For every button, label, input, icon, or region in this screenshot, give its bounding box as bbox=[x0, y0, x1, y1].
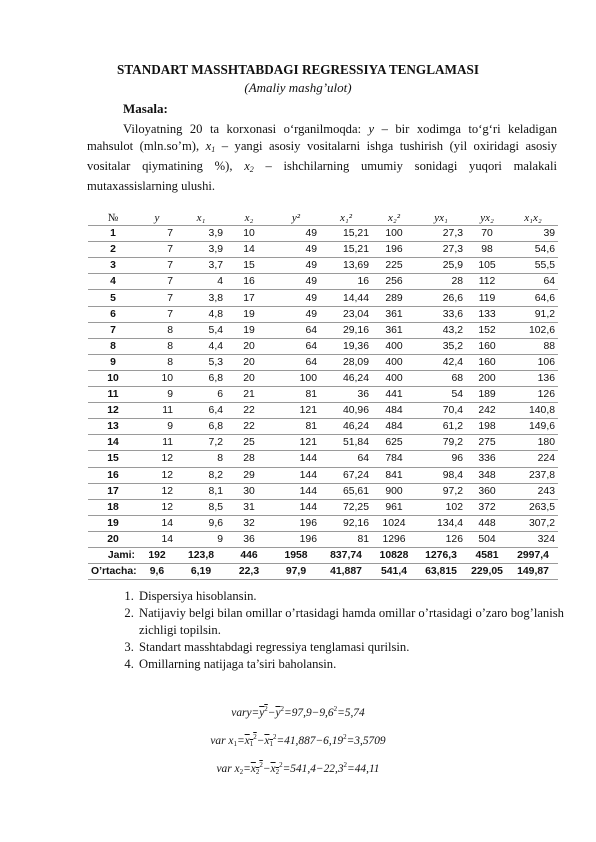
table-cell: 28 bbox=[226, 451, 272, 467]
table-row bbox=[88, 451, 558, 467]
table-cell: 196 bbox=[372, 242, 416, 258]
table-cell: 54 bbox=[416, 387, 466, 403]
table-cell: 12 bbox=[138, 483, 176, 499]
table-cell: 8,2 bbox=[176, 467, 226, 483]
summary-cell: 4581 bbox=[466, 547, 508, 563]
column-header: x₁ bbox=[196, 211, 206, 224]
table-row bbox=[88, 226, 558, 242]
table-cell: 9 bbox=[138, 387, 176, 403]
table-cell: 4 bbox=[176, 274, 226, 290]
table-cell: 19 bbox=[226, 322, 272, 338]
table-cell: 97,2 bbox=[416, 483, 466, 499]
table-cell: 49 bbox=[272, 274, 320, 290]
table-cell: 126 bbox=[508, 387, 558, 403]
table-cell: 198 bbox=[466, 419, 508, 435]
table-cell: 55,5 bbox=[508, 258, 558, 274]
table-cell: 15 bbox=[226, 258, 272, 274]
table-cell: 6,4 bbox=[176, 403, 226, 419]
table-cell: 400 bbox=[372, 370, 416, 386]
table-cell: 61,2 bbox=[416, 419, 466, 435]
table-cell: 49 bbox=[272, 226, 320, 242]
table-cell: 79,2 bbox=[416, 435, 466, 451]
table-cell: 336 bbox=[466, 451, 508, 467]
table-cell: 23,04 bbox=[320, 306, 372, 322]
table-row bbox=[88, 403, 558, 419]
row-number: 5 bbox=[88, 290, 138, 306]
table-cell: 372 bbox=[466, 499, 508, 515]
row-number: 11 bbox=[88, 387, 138, 403]
table-row bbox=[88, 290, 558, 306]
table-cell: 25 bbox=[226, 435, 272, 451]
table-cell: 360 bbox=[466, 483, 508, 499]
table-row bbox=[88, 387, 558, 403]
table-cell: 237,8 bbox=[508, 467, 558, 483]
column-header: yx₁ bbox=[434, 211, 448, 224]
row-number: 16 bbox=[88, 467, 138, 483]
summary-cell: 149,87 bbox=[508, 564, 558, 580]
table-cell: 5,4 bbox=[176, 322, 226, 338]
table-cell: 12 bbox=[138, 499, 176, 515]
table-header-row bbox=[88, 210, 558, 226]
table-cell: 8 bbox=[138, 354, 176, 370]
table-cell: 196 bbox=[272, 515, 320, 531]
column-header: yx₂ bbox=[480, 211, 494, 224]
table-cell: 441 bbox=[372, 387, 416, 403]
summary-cell: 10828 bbox=[372, 547, 416, 563]
table-cell: 21 bbox=[226, 387, 272, 403]
table-cell: 13,69 bbox=[320, 258, 372, 274]
table-cell: 400 bbox=[372, 338, 416, 354]
table-cell: 784 bbox=[372, 451, 416, 467]
table-cell: 11 bbox=[138, 403, 176, 419]
table-cell: 144 bbox=[272, 451, 320, 467]
variable-y: y bbox=[368, 122, 375, 136]
table-cell: 22 bbox=[226, 419, 272, 435]
table-cell: 243 bbox=[508, 483, 558, 499]
table-cell: 28 bbox=[416, 274, 466, 290]
table-row bbox=[88, 515, 558, 531]
table-cell: 10 bbox=[138, 370, 176, 386]
table-cell: 1024 bbox=[372, 515, 416, 531]
table-cell: 136 bbox=[508, 370, 558, 386]
table-cell: 100 bbox=[272, 370, 320, 386]
table-cell: 144 bbox=[272, 499, 320, 515]
table-cell: 1296 bbox=[372, 531, 416, 547]
summary-cell: 123,8 bbox=[176, 547, 226, 563]
table-cell: 275 bbox=[466, 435, 508, 451]
table-cell: 189 bbox=[466, 387, 508, 403]
table-row bbox=[88, 435, 558, 451]
table-cell: 27,3 bbox=[416, 242, 466, 258]
table-cell: 40,96 bbox=[320, 403, 372, 419]
table-cell: 361 bbox=[372, 306, 416, 322]
table-cell: 106 bbox=[508, 354, 558, 370]
statement-part: – ishchilarning umumiy sonidagi yuqori malakali mutaxassislarning ulushi. bbox=[87, 159, 557, 193]
table-cell: 900 bbox=[372, 483, 416, 499]
row-number: 15 bbox=[88, 451, 138, 467]
table-cell: 6,8 bbox=[176, 370, 226, 386]
table-cell: 7 bbox=[138, 306, 176, 322]
table-cell: 46,24 bbox=[320, 419, 372, 435]
table-cell: 8,5 bbox=[176, 499, 226, 515]
summary-cell: 22,3 bbox=[226, 564, 272, 580]
table-cell: 7 bbox=[138, 258, 176, 274]
variable-x2: $x_2$ bbox=[244, 159, 254, 174]
table-cell: 20 bbox=[226, 338, 272, 354]
table-cell: 46,24 bbox=[320, 370, 372, 386]
table-cell: 448 bbox=[466, 515, 508, 531]
column-header: x₂² bbox=[387, 211, 400, 224]
summary-cell: 2997,4 bbox=[508, 547, 558, 563]
row-number: 10 bbox=[88, 370, 138, 386]
task-item: 1. Dispersiya hisoblansin. bbox=[137, 588, 577, 605]
column-header: y² bbox=[291, 211, 301, 224]
table-row bbox=[88, 467, 558, 483]
table-cell: 33,6 bbox=[416, 306, 466, 322]
table-cell: 242 bbox=[466, 403, 508, 419]
table-cell: 9 bbox=[138, 419, 176, 435]
summary-label: O’rtacha: bbox=[88, 564, 138, 580]
table-cell: 29,16 bbox=[320, 322, 372, 338]
table-cell: 102 bbox=[416, 499, 466, 515]
table-cell: 160 bbox=[466, 338, 508, 354]
table-cell: 7 bbox=[138, 274, 176, 290]
table-cell: 25,9 bbox=[416, 258, 466, 274]
row-number: 7 bbox=[88, 322, 138, 338]
table-cell: 112 bbox=[466, 274, 508, 290]
row-number: 20 bbox=[88, 531, 138, 547]
table-cell: 133 bbox=[466, 306, 508, 322]
table-cell: 134,4 bbox=[416, 515, 466, 531]
table-cell: 12 bbox=[138, 451, 176, 467]
table-cell: 96 bbox=[416, 451, 466, 467]
table-cell: 98,4 bbox=[416, 467, 466, 483]
table-cell: 67,24 bbox=[320, 467, 372, 483]
table-row bbox=[88, 306, 558, 322]
table-row bbox=[88, 419, 558, 435]
row-number: 6 bbox=[88, 306, 138, 322]
row-number: 19 bbox=[88, 515, 138, 531]
table-cell: 14,44 bbox=[320, 290, 372, 306]
table-cell: 36 bbox=[226, 531, 272, 547]
column-header: № bbox=[107, 211, 119, 224]
table-cell: 180 bbox=[508, 435, 558, 451]
table-cell: 625 bbox=[372, 435, 416, 451]
document-title: STANDART MASSHTABDAGI REGRESSIYA TENGLAMASI bbox=[117, 62, 479, 77]
table-cell: 263,5 bbox=[508, 499, 558, 515]
table-cell: 484 bbox=[372, 419, 416, 435]
summary-cell: 837,74 bbox=[320, 547, 372, 563]
summary-label: Jami: bbox=[88, 547, 138, 563]
table-cell: 54,6 bbox=[508, 242, 558, 258]
table-cell: 15,21 bbox=[320, 242, 372, 258]
table-cell: 348 bbox=[466, 467, 508, 483]
table-cell: 42,4 bbox=[416, 354, 466, 370]
table-cell: 7 bbox=[138, 242, 176, 258]
table-cell: 9,6 bbox=[176, 515, 226, 531]
task-list bbox=[118, 588, 577, 673]
statement-part: – yangi asosiy vositalarni ishga tushirish (yil oxiridagi asosiy vositalar qiymatining %), bbox=[87, 139, 558, 173]
table-cell: 3,8 bbox=[176, 290, 226, 306]
formula-var-x1: var $x1=x1^2-x1^2=41,887-6,19^2=3,5709$ bbox=[210, 733, 386, 748]
table-cell: 49 bbox=[272, 258, 320, 274]
row-number: 12 bbox=[88, 403, 138, 419]
table-cell: 81 bbox=[320, 531, 372, 547]
table-cell: 36 bbox=[320, 387, 372, 403]
table-cell: 81 bbox=[272, 387, 320, 403]
table-cell: 126 bbox=[416, 531, 466, 547]
table-cell: 121 bbox=[272, 403, 320, 419]
table-cell: 307,2 bbox=[508, 515, 558, 531]
table-row bbox=[88, 370, 558, 386]
table-cell: 19,36 bbox=[320, 338, 372, 354]
data-table bbox=[88, 210, 558, 580]
table-cell: 20 bbox=[226, 354, 272, 370]
table-cell: 200 bbox=[466, 370, 508, 386]
table-row bbox=[88, 531, 558, 547]
table-cell: 14 bbox=[226, 242, 272, 258]
table-cell: 5,3 bbox=[176, 354, 226, 370]
column-header: x₁x₂ bbox=[524, 211, 542, 224]
summary-cell: 97,9 bbox=[272, 564, 320, 580]
table-cell: 119 bbox=[466, 290, 508, 306]
table-cell: 3,9 bbox=[176, 242, 226, 258]
table-cell: 400 bbox=[372, 354, 416, 370]
table-cell: 43,2 bbox=[416, 322, 466, 338]
table-cell: 64 bbox=[508, 274, 558, 290]
table-cell: 8 bbox=[138, 338, 176, 354]
table-cell: 65,61 bbox=[320, 483, 372, 499]
row-number: 14 bbox=[88, 435, 138, 451]
table-cell: 70 bbox=[466, 226, 508, 242]
table-cell: 64 bbox=[272, 338, 320, 354]
problem-statement bbox=[87, 121, 557, 195]
column-header: y bbox=[154, 211, 160, 224]
total-row bbox=[88, 547, 558, 563]
table-cell: 26,6 bbox=[416, 290, 466, 306]
table-cell: 91,2 bbox=[508, 306, 558, 322]
table-cell: 504 bbox=[466, 531, 508, 547]
table-cell: 841 bbox=[372, 467, 416, 483]
column-header: x₁² bbox=[339, 211, 352, 224]
table-cell: 12 bbox=[138, 467, 176, 483]
summary-cell: 1958 bbox=[272, 547, 320, 563]
summary-cell: 63,815 bbox=[416, 564, 466, 580]
table-cell: 144 bbox=[272, 467, 320, 483]
summary-cell: 41,887 bbox=[320, 564, 372, 580]
table-cell: 100 bbox=[372, 226, 416, 242]
table-cell: 32 bbox=[226, 515, 272, 531]
table-cell: 4,8 bbox=[176, 306, 226, 322]
table-cell: 81 bbox=[272, 419, 320, 435]
table-cell: 149,6 bbox=[508, 419, 558, 435]
table-cell: 7,2 bbox=[176, 435, 226, 451]
row-number: 9 bbox=[88, 354, 138, 370]
document-subtitle: (Amaliy mashg’ulot) bbox=[244, 80, 352, 95]
summary-cell: 541,4 bbox=[372, 564, 416, 580]
formula-var-x2: var $x2=x2^2-x2^2=541,4-22,3^2=44,11$ bbox=[216, 761, 380, 776]
table-cell: 35,2 bbox=[416, 338, 466, 354]
row-number: 2 bbox=[88, 242, 138, 258]
problem-label: Masala: bbox=[123, 101, 168, 116]
table-cell: 30 bbox=[226, 483, 272, 499]
table-cell: 6,8 bbox=[176, 419, 226, 435]
table-cell: 14 bbox=[138, 515, 176, 531]
table-cell: 9 bbox=[176, 531, 226, 547]
table-cell: 49 bbox=[272, 242, 320, 258]
summary-cell: 6,19 bbox=[176, 564, 226, 580]
task-item: 4. Omillarning natijaga ta’siri baholansin. bbox=[137, 656, 577, 673]
table-row bbox=[88, 242, 558, 258]
table-cell: 144 bbox=[272, 483, 320, 499]
table-cell: 16 bbox=[226, 274, 272, 290]
table-cell: 51,84 bbox=[320, 435, 372, 451]
table-cell: 17 bbox=[226, 290, 272, 306]
table-cell: 16 bbox=[320, 274, 372, 290]
table-cell: 8 bbox=[176, 451, 226, 467]
formula-var-y: $vary=y^2-\overline{y}^2=97,9-9,6^2=5,74$ bbox=[231, 705, 365, 719]
row-number: 18 bbox=[88, 499, 138, 515]
table-cell: 484 bbox=[372, 403, 416, 419]
summary-cell: 446 bbox=[226, 547, 272, 563]
table-cell: 8,1 bbox=[176, 483, 226, 499]
table-row bbox=[88, 258, 558, 274]
table-row bbox=[88, 499, 558, 515]
table-cell: 64,6 bbox=[508, 290, 558, 306]
row-number: 3 bbox=[88, 258, 138, 274]
table-cell: 88 bbox=[508, 338, 558, 354]
summary-cell: 229,05 bbox=[466, 564, 508, 580]
summary-cell: 1276,3 bbox=[416, 547, 466, 563]
table-cell: 29 bbox=[226, 467, 272, 483]
row-number: 4 bbox=[88, 274, 138, 290]
table-cell: 14 bbox=[138, 531, 176, 547]
table-row bbox=[88, 274, 558, 290]
column-header: x₂ bbox=[244, 211, 254, 224]
row-number: 17 bbox=[88, 483, 138, 499]
table-cell: 224 bbox=[508, 451, 558, 467]
summary-cell: 192 bbox=[138, 547, 176, 563]
table-cell: 102,6 bbox=[508, 322, 558, 338]
table-cell: 4,4 bbox=[176, 338, 226, 354]
table-cell: 7 bbox=[138, 226, 176, 242]
row-number: 8 bbox=[88, 338, 138, 354]
table-cell: 19 bbox=[226, 306, 272, 322]
table-cell: 324 bbox=[508, 531, 558, 547]
table-cell: 64 bbox=[272, 322, 320, 338]
table-cell: 152 bbox=[466, 322, 508, 338]
table-cell: 27,3 bbox=[416, 226, 466, 242]
table-cell: 3,7 bbox=[176, 258, 226, 274]
table-cell: 72,25 bbox=[320, 499, 372, 515]
statement-part: Viloyatning 20 ta korxonasi o‘rganilmoqda: bbox=[123, 122, 369, 136]
table-cell: 6 bbox=[176, 387, 226, 403]
row-number: 1 bbox=[88, 226, 138, 242]
table-cell: 64 bbox=[320, 451, 372, 467]
table-cell: 11 bbox=[138, 435, 176, 451]
table-cell: 289 bbox=[372, 290, 416, 306]
summary-cell: 9,6 bbox=[138, 564, 176, 580]
table-row bbox=[88, 354, 558, 370]
table-cell: 140,8 bbox=[508, 403, 558, 419]
table-cell: 49 bbox=[272, 306, 320, 322]
table-cell: 31 bbox=[226, 499, 272, 515]
table-cell: 20 bbox=[226, 370, 272, 386]
table-cell: 39 bbox=[508, 226, 558, 242]
table-cell: 105 bbox=[466, 258, 508, 274]
table-cell: 8 bbox=[138, 322, 176, 338]
table-cell: 92,16 bbox=[320, 515, 372, 531]
table-cell: 361 bbox=[372, 322, 416, 338]
variable-x1: $x_1$ bbox=[205, 139, 216, 154]
table-row bbox=[88, 338, 558, 354]
table-cell: 98 bbox=[466, 242, 508, 258]
row-number: 13 bbox=[88, 419, 138, 435]
task-item: 2. Natijaviy belgi bilan omillar o’rtasidagi hamda omillar o’rtasidagi o’zaro bog’lanish zichligi topilsin. bbox=[137, 605, 577, 639]
statement-part: – bir xodimga to‘g‘ri keladigan mahsulot (mln.so’m), bbox=[87, 122, 557, 153]
table-cell: 961 bbox=[372, 499, 416, 515]
table-cell: 64 bbox=[272, 354, 320, 370]
table-cell: 196 bbox=[272, 531, 320, 547]
table-row bbox=[88, 483, 558, 499]
table-cell: 121 bbox=[272, 435, 320, 451]
table-cell: 7 bbox=[138, 290, 176, 306]
task-item: 3. Standart masshtabdagi regressiya tenglamasi qurilsin. bbox=[137, 639, 577, 656]
table-cell: 256 bbox=[372, 274, 416, 290]
table-cell: 22 bbox=[226, 403, 272, 419]
table-cell: 225 bbox=[372, 258, 416, 274]
table-cell: 70,4 bbox=[416, 403, 466, 419]
table-cell: 28,09 bbox=[320, 354, 372, 370]
table-cell: 10 bbox=[226, 226, 272, 242]
table-cell: 49 bbox=[272, 290, 320, 306]
table-cell: 15,21 bbox=[320, 226, 372, 242]
table-cell: 68 bbox=[416, 370, 466, 386]
table-cell: 160 bbox=[466, 354, 508, 370]
table-row bbox=[88, 322, 558, 338]
average-row bbox=[88, 564, 558, 580]
table-cell: 3,9 bbox=[176, 226, 226, 242]
